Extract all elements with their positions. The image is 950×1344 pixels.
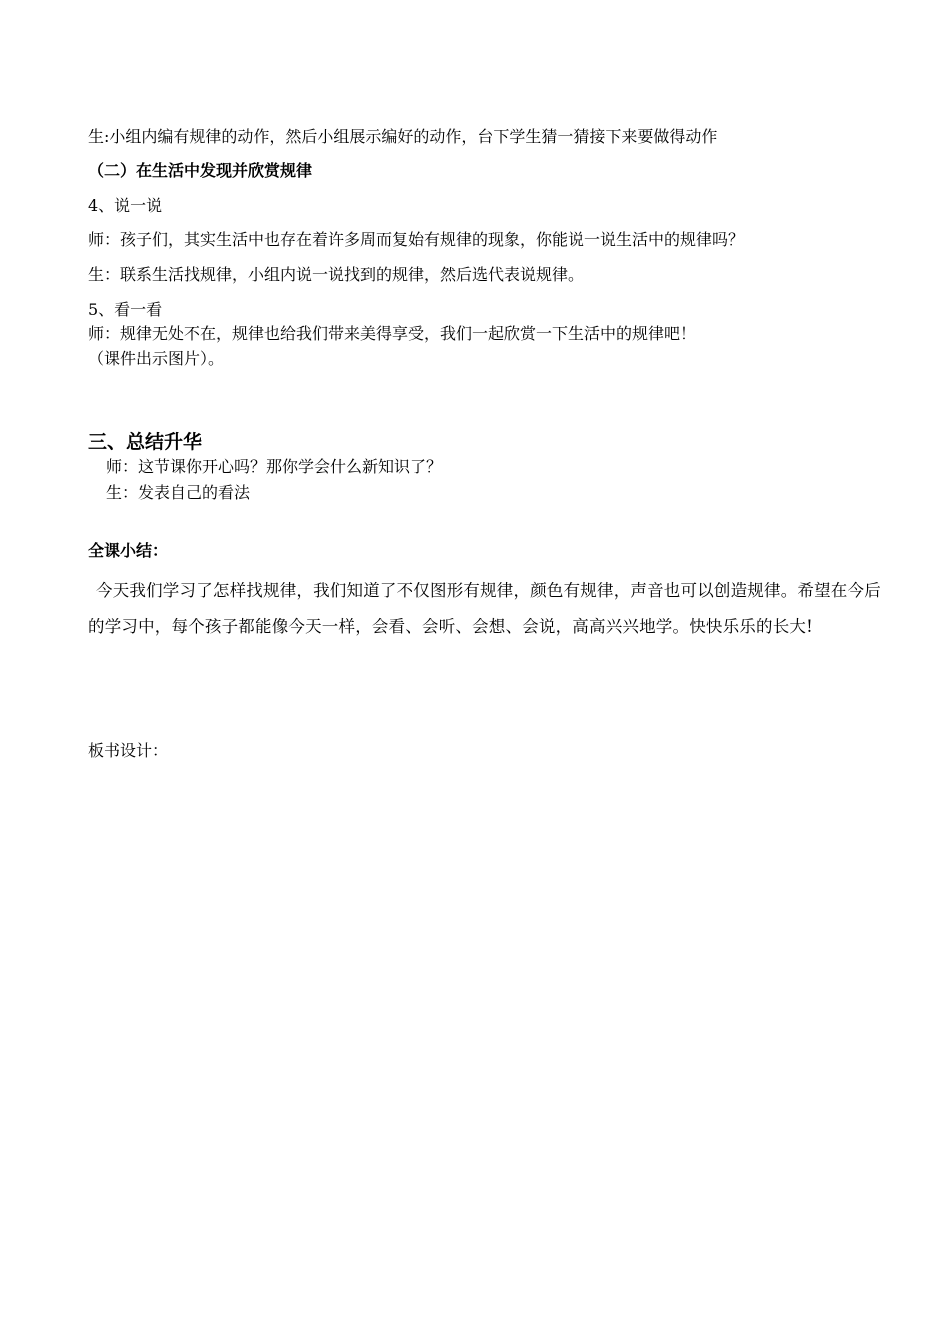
lesson-summary-paragraph: 今天我们学习了怎样找规律，我们知道了不仅图形有规律，颜色有规律，声音也可以创造规律。希望在今后的学习中，每个孩子都能像今天一样，会看、会听、会想、会说，高高兴兴地学。快快乐乐的长大!: [88, 581, 881, 636]
student-group-action-line: 生:小组内编有规律的动作，然后小组展示编好的动作，台下学生猜一猜接下来要做得动作: [88, 127, 718, 146]
teacher-appreciate-line: 师：规律无处不在，规律也给我们带来美得享受，我们一起欣赏一下生活中的规律吧！: [88, 324, 697, 343]
section-heading-discover-rules: （二）在生活中发现并欣赏规律: [88, 161, 313, 180]
lesson-summary-title: 全课小结：: [88, 541, 169, 560]
step-4-heading: 4、说一说: [88, 196, 163, 215]
teacher-summary-question: 师：这节课你开心吗？那你学会什么新知识了？: [106, 457, 443, 476]
student-summary-answer: 生：发表自己的看法: [106, 483, 251, 502]
teacher-question-line: 师：孩子们，其实生活中也存在着许多周而复始有规律的现象，你能说一说生活中的规律吗？: [88, 230, 745, 249]
courseware-note-line: （课件出示图片）。: [88, 349, 225, 368]
board-design-label: 板书设计：: [88, 741, 169, 760]
section-heading-summary: 三、总结升华: [88, 431, 203, 453]
student-answer-line: 生：联系生活找规律，小组内说一说找到的规律，然后选代表说规律。: [88, 265, 585, 284]
step-5-heading: 5、看一看: [88, 300, 163, 319]
